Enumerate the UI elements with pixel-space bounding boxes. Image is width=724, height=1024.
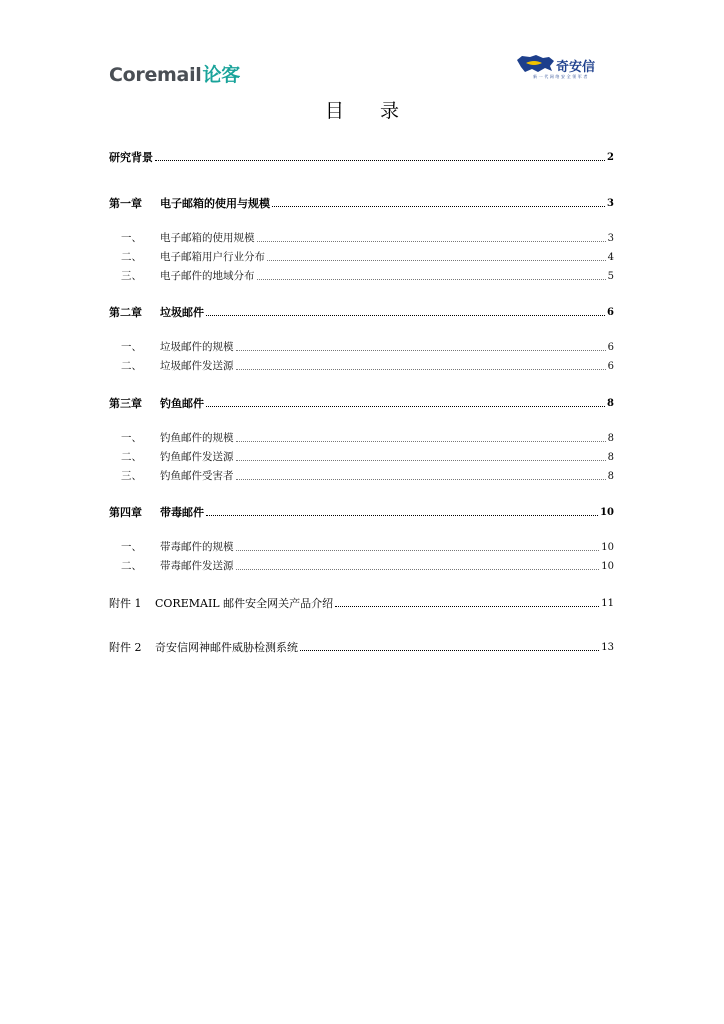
toc-entry-page: 4: [607, 252, 614, 263]
toc-entry-label: 研究背景: [109, 151, 153, 164]
toc-entry-label: 带毒邮件: [160, 506, 204, 519]
toc-entry-number: 一、: [121, 341, 142, 353]
toc-entry[interactable]: [109, 594, 614, 610]
toc-entry[interactable]: [109, 503, 614, 519]
dot-leader: [236, 369, 606, 370]
dot-leader: [267, 260, 606, 261]
toc-entry-number: 三、: [121, 470, 142, 482]
qianxin-logo-name: 奇安信: [556, 60, 596, 75]
toc-entry-number: 第二章: [109, 306, 142, 319]
dot-leader: [236, 350, 606, 351]
toc-entry-number: 二、: [121, 251, 142, 263]
toc-entry[interactable]: [109, 229, 614, 245]
dot-leader: [206, 315, 605, 316]
toc-entry[interactable]: [109, 538, 614, 554]
toc-entry-number: 第三章: [109, 397, 142, 410]
toc-entry-page: 5: [607, 271, 614, 282]
toc-entry[interactable]: [109, 148, 614, 164]
toc-entry-page: 10: [600, 507, 614, 518]
dot-leader: [206, 406, 605, 407]
toc-entry-page: 8: [607, 452, 614, 463]
toc-entry-label: 电子邮箱的使用与规模: [160, 197, 270, 210]
toc-entry-number: 二、: [121, 451, 142, 463]
toc-entry-number: 二、: [121, 360, 142, 372]
dot-leader: [236, 479, 606, 480]
toc-entry-label: 钓鱼邮件发送源: [160, 451, 234, 463]
dot-leader: [155, 160, 605, 161]
toc-entry-page: 3: [607, 198, 614, 209]
toc-entry[interactable]: [109, 557, 614, 573]
toc-entry[interactable]: [109, 194, 614, 210]
dot-leader: [236, 569, 600, 570]
dot-leader: [257, 241, 606, 242]
toc-title: 目录: [324, 100, 435, 122]
toc-entry-page: 6: [607, 307, 614, 318]
toc-entry-number: 第一章: [109, 197, 142, 210]
toc-entry-number: 一、: [121, 541, 142, 553]
toc-entry[interactable]: [109, 267, 614, 283]
toc-entry-label: 垃圾邮件发送源: [160, 360, 234, 372]
toc-entry-label: 电子邮件的地域分布: [160, 270, 255, 282]
toc-entry[interactable]: [109, 638, 614, 654]
toc-entry-number: 一、: [121, 432, 142, 444]
toc-entry-label: 钓鱼邮件受害者: [160, 470, 234, 482]
toc-entry-label: 电子邮箱的使用规模: [160, 232, 255, 244]
toc-entry[interactable]: [109, 338, 614, 354]
toc-entry-number: 一、: [121, 232, 142, 244]
toc-entry-label: 垃圾邮件的规模: [160, 341, 234, 353]
coremail-logo-cn: 论客: [202, 64, 240, 86]
toc-entry-label: 钓鱼邮件: [160, 397, 204, 410]
toc-entry-page: 11: [601, 598, 614, 609]
toc-entry-page: 2: [607, 152, 614, 163]
qianxin-logo-slogan: 新一代网络安全领军者: [533, 74, 589, 79]
toc-entry[interactable]: [109, 303, 614, 319]
toc-entry-number: 二、: [121, 560, 142, 572]
coremail-logo-latin: Coremail: [109, 64, 202, 86]
toc-entry[interactable]: [109, 248, 614, 264]
toc-entry-label: 奇安信网神邮件威胁检测系统: [155, 641, 298, 654]
toc-entry-label: 带毒邮件的规模: [160, 541, 234, 553]
toc-entry-label: 钓鱼邮件的规模: [160, 432, 234, 444]
toc-entry-page: 10: [601, 561, 614, 572]
dot-leader: [272, 206, 605, 207]
dot-leader: [257, 279, 606, 280]
toc-entry-page: 6: [607, 342, 614, 353]
toc-entry[interactable]: [109, 448, 614, 464]
toc-entry-page: 10: [601, 542, 614, 553]
toc-entry-page: 8: [607, 433, 614, 444]
dot-leader: [236, 550, 600, 551]
toc-entry[interactable]: [109, 467, 614, 483]
toc-entry-number: 附件 2: [109, 641, 142, 654]
dot-leader: [236, 460, 606, 461]
dot-leader: [335, 606, 599, 607]
toc-entry-page: 3: [607, 233, 614, 244]
toc-entry-label: 电子邮箱用户行业分布: [160, 251, 265, 263]
toc-entry-page: 6: [607, 361, 614, 372]
toc-entry-page: 13: [601, 642, 614, 653]
toc-entry-label: 带毒邮件发送源: [160, 560, 234, 572]
toc-entry-label: 垃圾邮件: [160, 306, 204, 319]
dot-leader: [300, 650, 599, 651]
toc-entry[interactable]: [109, 357, 614, 373]
toc-entry-number: 附件 1: [109, 597, 142, 610]
toc-entry-number: 第四章: [109, 506, 142, 519]
toc-entry-page: 8: [607, 398, 614, 409]
table-of-contents: [109, 0, 614, 1024]
toc-entry-page: 8: [607, 471, 614, 482]
toc-entry[interactable]: [109, 429, 614, 445]
dot-leader: [236, 441, 606, 442]
toc-entry[interactable]: [109, 394, 614, 410]
toc-entry-label: COREMAIL 邮件安全网关产品介绍: [155, 597, 334, 610]
dot-leader: [206, 515, 598, 516]
toc-entry-number: 三、: [121, 270, 142, 282]
